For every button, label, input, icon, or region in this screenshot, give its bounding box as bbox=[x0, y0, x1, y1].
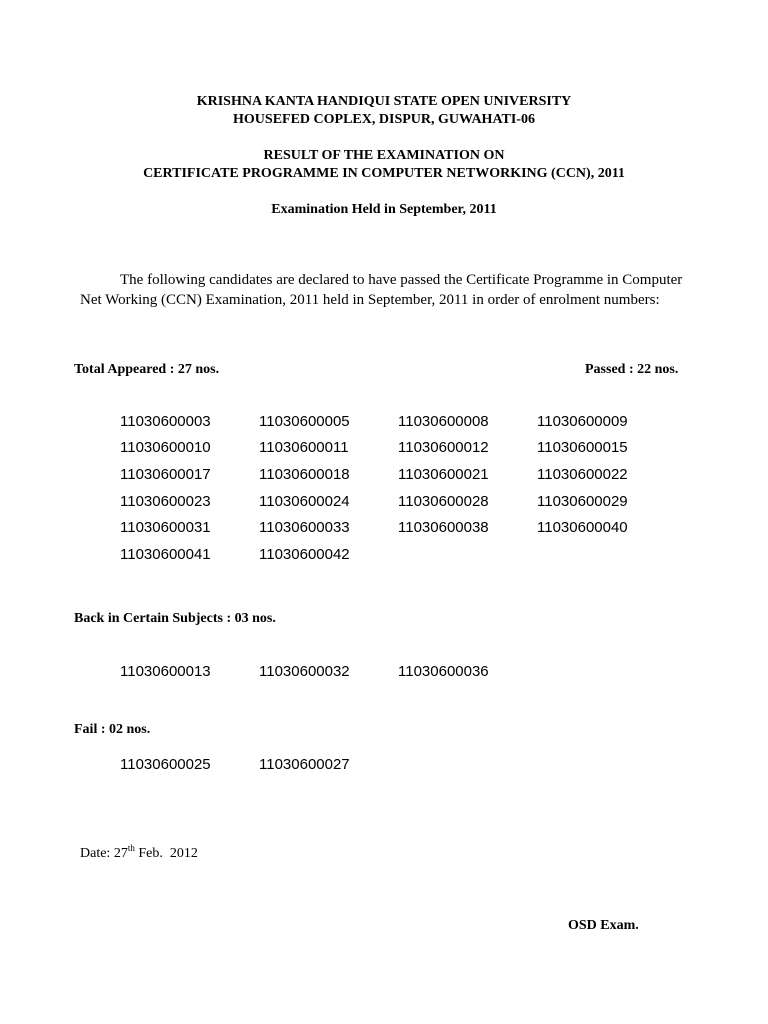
enrolment-number: 11030600012 bbox=[398, 439, 489, 457]
university-name: KRISHNA KANTA HANDIQUI STATE OPEN UNIVERSITY bbox=[196, 94, 572, 109]
enrolment-number: 11030600033 bbox=[259, 519, 350, 537]
result-title: RESULT OF THE EXAMINATION ON bbox=[263, 148, 505, 163]
enrolment-number: 11030600029 bbox=[537, 492, 628, 510]
enrolment-number: 11030600018 bbox=[259, 465, 350, 483]
university-address: HOUSEFED COPLEX, DISPUR, GUWAHATI-06 bbox=[233, 112, 535, 127]
enrolment-number: 11030600008 bbox=[398, 412, 489, 430]
date-suffix: Feb. 2012 bbox=[134, 846, 198, 861]
table-row bbox=[120, 751, 398, 778]
enrolment-number: 11030600032 bbox=[259, 662, 350, 680]
table-row bbox=[120, 541, 676, 568]
enrolment-number: 11030600021 bbox=[398, 465, 489, 483]
date-superscript: th bbox=[127, 843, 135, 853]
intro-line-2: Net Working (CCN) Examination, 2011 held in September, 2011 in order of enrolment numbers: bbox=[80, 292, 660, 308]
table-row bbox=[120, 488, 676, 515]
table-row bbox=[120, 514, 676, 541]
back-subjects-label: Back in Certain Subjects : 03 nos. bbox=[74, 611, 276, 626]
date-line bbox=[80, 843, 198, 862]
enrolment-number: 11030600005 bbox=[259, 412, 350, 430]
enrolment-number: 11030600027 bbox=[259, 755, 350, 773]
enrolment-number: 11030600024 bbox=[259, 492, 350, 510]
enrolment-number: 11030600025 bbox=[120, 755, 211, 773]
passed-list bbox=[120, 408, 676, 568]
enrolment-number: 11030600036 bbox=[398, 662, 489, 680]
date-prefix: Date: 27 bbox=[80, 846, 128, 861]
exam-held-line: Examination Held in September, 2011 bbox=[271, 202, 497, 217]
fail-list bbox=[120, 751, 398, 778]
back-list bbox=[120, 658, 537, 685]
table-row bbox=[120, 658, 537, 685]
enrolment-number: 11030600015 bbox=[537, 439, 628, 457]
enrolment-number: 11030600038 bbox=[398, 519, 489, 537]
table-row bbox=[120, 408, 676, 435]
table-row bbox=[120, 435, 676, 462]
intro-line-1: The following candidates are declared to have passed the Certificate Programme in Computer bbox=[120, 272, 683, 288]
enrolment-number: 11030600031 bbox=[120, 519, 211, 537]
enrolment-number: 11030600041 bbox=[120, 545, 211, 563]
enrolment-number: 11030600022 bbox=[537, 465, 628, 483]
signatory: OSD Exam. bbox=[568, 918, 639, 933]
enrolment-number: 11030600040 bbox=[537, 519, 628, 537]
total-appeared-label: Total Appeared : 27 nos. bbox=[74, 362, 220, 377]
enrolment-number: 11030600028 bbox=[398, 492, 489, 510]
programme-title: CERTIFICATE PROGRAMME IN COMPUTER NETWORKING (CCN), 2011 bbox=[143, 166, 625, 181]
enrolment-number: 11030600013 bbox=[120, 662, 211, 680]
table-row bbox=[120, 461, 676, 488]
enrolment-number: 11030600003 bbox=[120, 412, 211, 430]
enrolment-number: 11030600010 bbox=[120, 439, 211, 457]
enrolment-number: 11030600009 bbox=[537, 412, 628, 430]
enrolment-number: 11030600011 bbox=[259, 439, 349, 457]
fail-label: Fail : 02 nos. bbox=[74, 722, 151, 737]
enrolment-number: 11030600042 bbox=[259, 545, 350, 563]
enrolment-number: 11030600017 bbox=[120, 465, 211, 483]
enrolment-number: 11030600023 bbox=[120, 492, 211, 510]
passed-count-label: Passed : 22 nos. bbox=[585, 362, 679, 377]
